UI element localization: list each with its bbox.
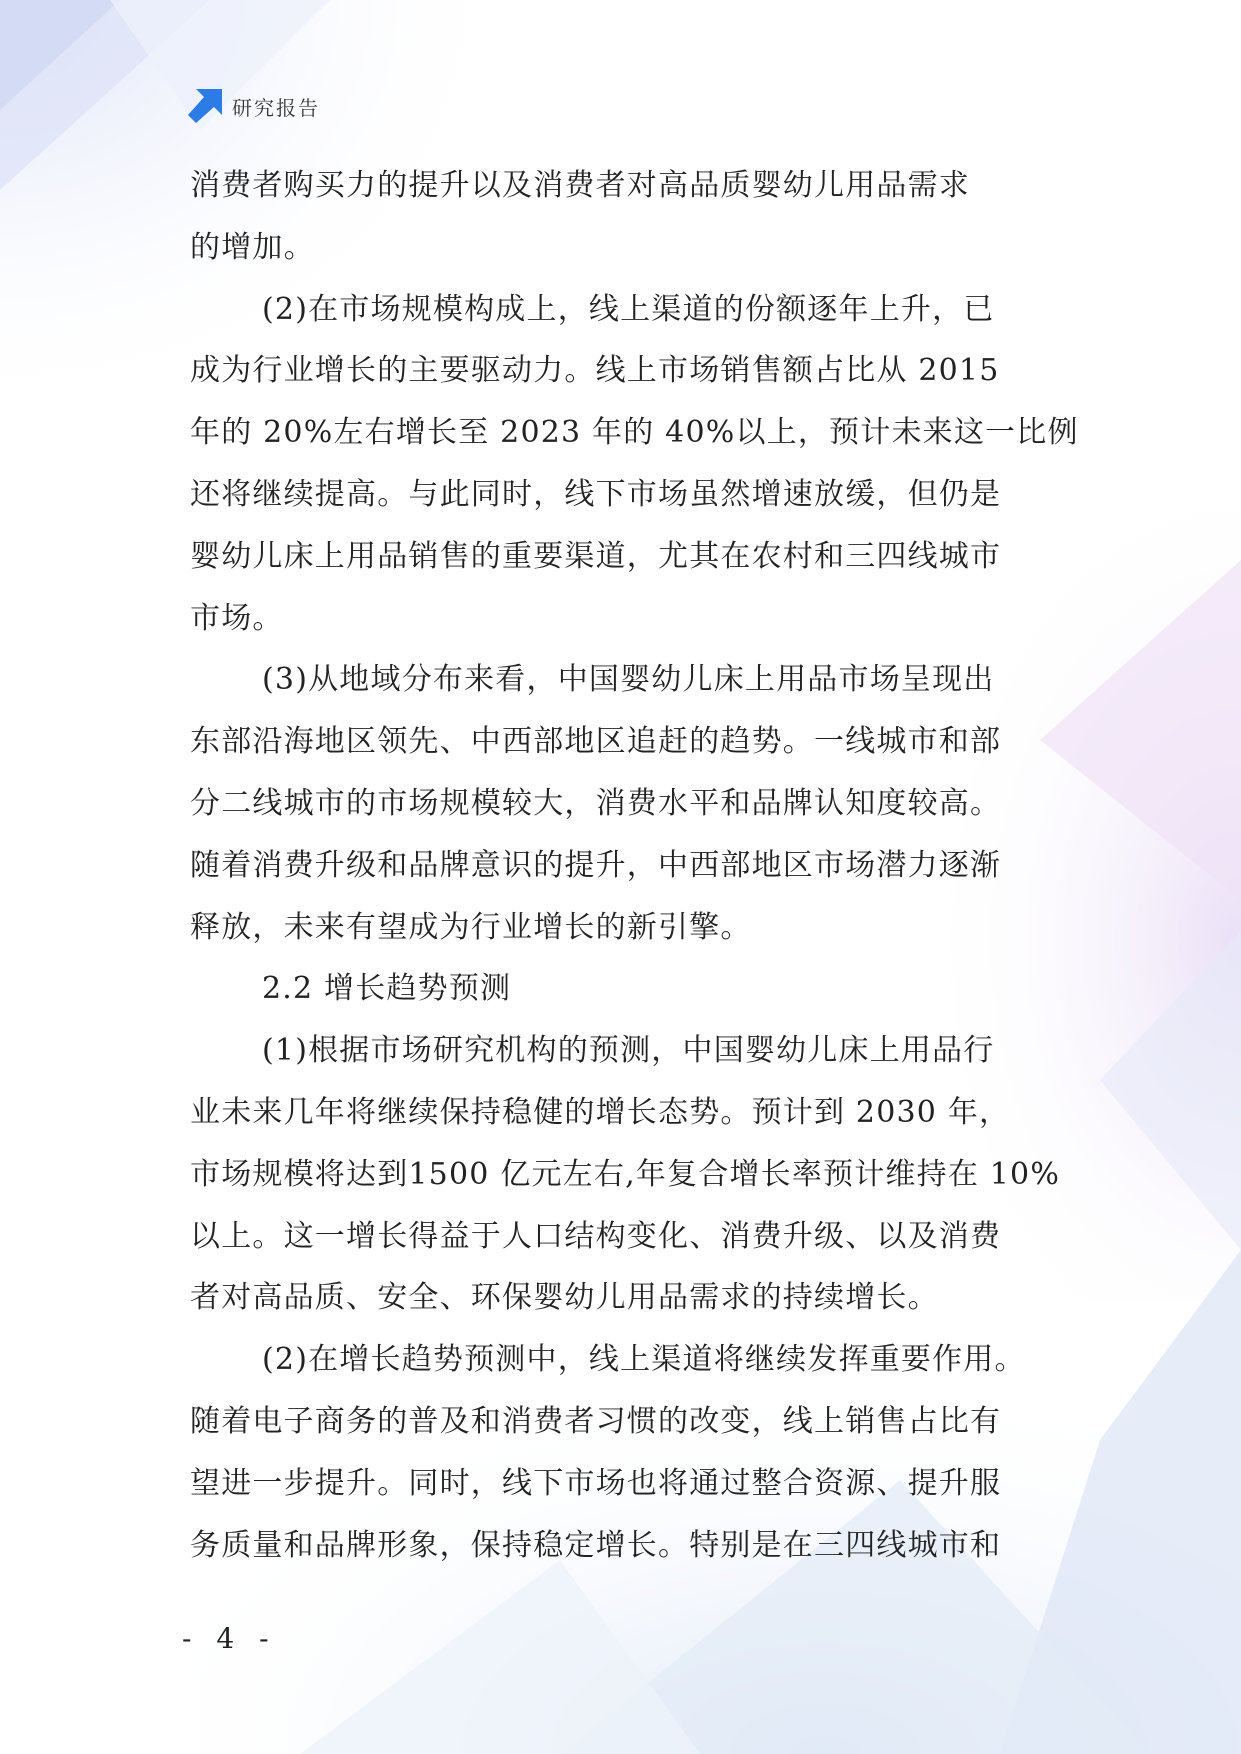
text-line: 婴幼儿床上用品销售的重要渠道，尤其在农村和三四线城市 [190,538,1002,574]
text-line: 释放，未来有望成为行业增长的新引擎。 [190,909,752,945]
page-number: - 4 - [182,1622,277,1655]
text-line: 东部沿海地区领先、中西部地区追赶的趋势。一线城市和部 [190,724,1002,760]
header-title: 研究报告 [232,95,320,120]
arrow-up-right-icon [188,89,222,123]
text-line: 随着电子商务的普及和消费者习惯的改变，线上销售占比有 [190,1403,1002,1439]
text-line: 以上。这一增长得益于人口结构变化、消费升级、以及消费 [190,1218,1002,1254]
text-line: 的增加。 [190,229,315,265]
text-line: 者对高品质、安全、环保婴幼儿用品需求的持续增长。 [190,1280,939,1316]
text-line: 望进一步提升。同时，线下市场也将通过整合资源、提升服 [190,1465,1002,1501]
paragraph-start: (2)在增长趋势预测中，线上渠道将继续发挥重要作用。 [262,1342,1026,1378]
text-line: 分二线城市的市场规模较大，消费水平和品牌认知度较高。 [190,785,1002,821]
report-header [188,88,320,124]
text-line: 业未来几年将继续保持稳健的增长态势。预计到 2030 年， [190,1094,1011,1130]
text-line: 市场规模将达到1500 亿元左右,年复合增长率预计维持在 10% [190,1156,1061,1192]
text-line: 成为行业增长的主要驱动力。线上市场销售额占比从 2015 [190,353,1000,389]
text-line: 随着消费升级和品牌意识的提升，中西部地区市场潜力逐渐 [190,847,1002,883]
document-body [190,155,1079,1576]
paragraph-start: (1)根据市场研究机构的预测，中国婴幼儿床上用品行 [262,1033,995,1069]
text-line: 务质量和品牌形象，保持稳定增长。特别是在三四线城市和 [190,1527,1002,1563]
section-heading: 2.2 增长趋势预测 [262,971,512,1007]
text-line: 年的 20%左右增长至 2023 年的 40%以上，预计未来这一比例 [190,415,1079,451]
text-line: 还将继续提高。与此同时，线下市场虽然增速放缓，但仍是 [190,476,1002,512]
paragraph-start: (2)在市场规模构成上，线上渠道的份额逐年上升，已 [262,291,995,327]
text-line: 市场。 [190,600,284,636]
paragraph-start: (3)从地域分布来看，中国婴幼儿床上用品市场呈现出 [262,662,995,698]
text-line: 消费者购买力的提升以及消费者对高品质婴幼儿用品需求 [190,168,970,203]
